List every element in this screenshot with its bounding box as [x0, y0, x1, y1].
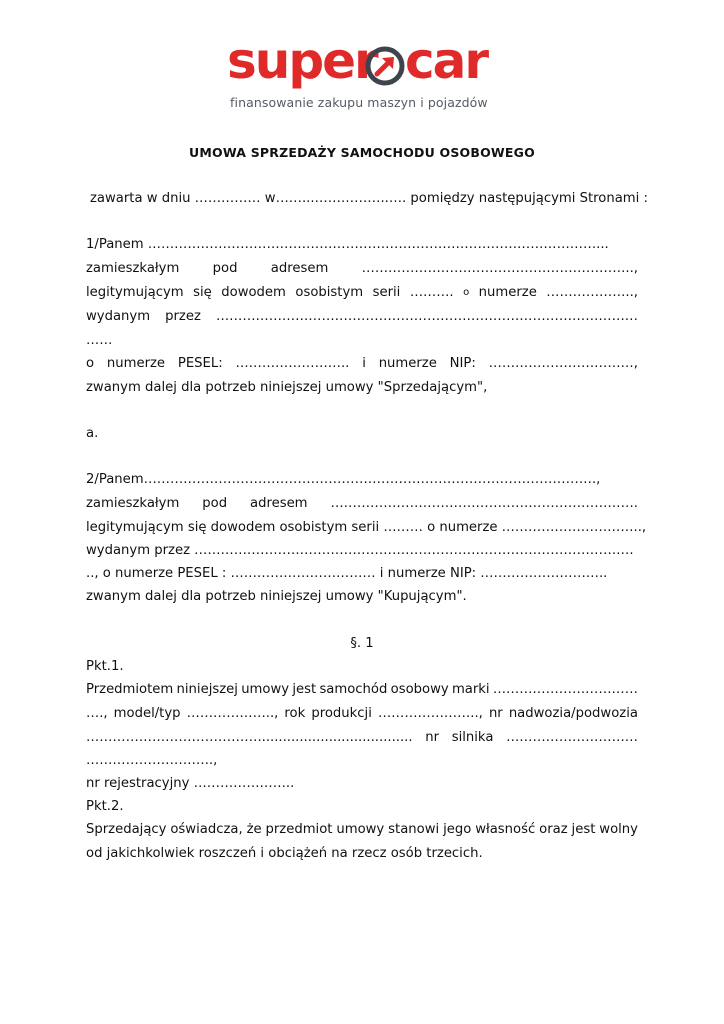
pkt2-line-1	[86, 821, 638, 839]
party2-pesel-line: .., o numerze PESEL : …………………………… i numerze NIP: ………………………..	[86, 566, 608, 581]
supercar-logo	[227, 32, 502, 112]
word: wolny	[599, 822, 638, 837]
word: model/typ	[113, 706, 181, 721]
word: ……………………………	[492, 682, 638, 697]
word: zamieszkałym	[86, 261, 180, 276]
word: adresem	[270, 261, 329, 276]
party1-name-line: 1/Panem …………………………………………………………………………………………...	[86, 237, 609, 252]
word: zamieszkałym	[86, 496, 180, 511]
word: ……….	[409, 285, 454, 300]
word: silnika	[451, 730, 494, 745]
word: PESEL:	[177, 356, 223, 371]
word: numerze	[378, 356, 437, 371]
section-heading: §. 1	[350, 636, 374, 651]
party2-issued-line: wydanym przez ……………………………………………………………………………………….	[86, 543, 634, 558]
document-title: UMOWA SPRZEDAŻY SAMOCHODU OSOBOWEGO	[189, 145, 535, 160]
word: się	[193, 285, 212, 300]
word: osobowy	[390, 682, 449, 697]
word: serii	[372, 285, 401, 300]
word: ………………..,	[546, 285, 638, 300]
word: legitymującym	[86, 285, 184, 300]
pkt2-label: Pkt.2.	[86, 799, 124, 814]
word: Przedmiotem	[86, 682, 174, 697]
word: ……………………………,	[488, 356, 638, 371]
word: pod	[212, 261, 238, 276]
pkt1-line-4: ………………………..,	[86, 753, 218, 768]
word: o	[86, 356, 95, 371]
word: nr	[488, 706, 503, 721]
logo-tagline: finansowanie zakupu maszyn i pojazdów	[230, 95, 488, 110]
word: nr	[425, 730, 440, 745]
intro-line: zawarta w dniu …………… w……...……………..…. pomiędzy następującymi Stronami :	[90, 191, 648, 206]
word: numerze	[106, 356, 166, 371]
word: produkcji	[311, 706, 372, 721]
word: przedmiot	[265, 822, 333, 837]
word: …………………………………………………………….	[330, 496, 638, 511]
party1-role-line: zwanym dalej dla potrzeb niniejszej umowy "Sprzedającym",	[86, 380, 488, 395]
word: ………………………………….....................................	[86, 730, 413, 745]
logo-word-super: super	[227, 32, 377, 90]
pkt2-line-2: od jakichkolwiek roszczeń i obciążeń na rzecz osób trzecich.	[86, 846, 483, 861]
party2-role-line: zwanym dalej dla potrzeb niniejszej umowy "Kupującym".	[86, 589, 467, 604]
pkt1-line-2	[86, 705, 638, 723]
word: adresem	[250, 496, 308, 511]
party1-issued-line	[86, 308, 638, 326]
pkt1-registration-line: nr rejestracyjny …………………..	[86, 776, 295, 791]
pkt1-label: Pkt.1.	[86, 659, 124, 674]
word: NIP:	[449, 356, 476, 371]
word: ……………………..	[235, 356, 350, 371]
party2-address-line	[86, 495, 638, 513]
word: i	[362, 356, 366, 371]
word: dowodem	[221, 285, 286, 300]
word: oświadcza,	[170, 822, 243, 837]
word: nadwozia/podwozia	[508, 706, 638, 721]
word: stanowi	[388, 822, 440, 837]
party1-pesel-line	[86, 355, 638, 373]
party1-id-line	[86, 284, 638, 302]
party1-issued-continuation: ……	[86, 333, 113, 348]
word: rok	[284, 706, 306, 721]
word: jest	[292, 682, 317, 697]
word: ……………………………………………………..,	[361, 261, 638, 276]
word: że	[246, 822, 262, 837]
pkt1-line-1	[86, 681, 638, 699]
word: osobistym	[295, 285, 364, 300]
party2-name-line: 2/Panem………………………………………………………………………………………….,	[86, 472, 601, 487]
party1-address-line	[86, 260, 638, 278]
word: samochód	[319, 682, 388, 697]
word: niniejszej	[176, 682, 238, 697]
word: …………………………	[506, 730, 638, 745]
word: jest	[571, 822, 596, 837]
word: umowy	[336, 822, 385, 837]
word: Sprzedający	[86, 822, 167, 837]
word: oraz	[539, 822, 568, 837]
word: umowy	[241, 682, 290, 697]
word: o	[463, 287, 470, 298]
word: …………………..,	[377, 706, 483, 721]
word: przez	[165, 309, 201, 324]
logo-arrow-icon	[365, 46, 405, 86]
word: wydanym	[86, 309, 151, 324]
word: ……………………………………………………………………………………	[215, 309, 638, 324]
word: jego	[443, 822, 472, 837]
word: ………………..,	[186, 706, 279, 721]
word: własność	[475, 822, 536, 837]
word: pod	[202, 496, 228, 511]
logo-word-car: car	[405, 32, 488, 90]
word: numerze	[478, 285, 537, 300]
word: ….,	[86, 706, 108, 721]
party2-id-line: legitymującym się dowodem osobistym serii ……… o numerze …………………………..,	[86, 520, 647, 535]
conjunction-line: a.	[86, 426, 99, 441]
word: marki	[451, 682, 490, 697]
pkt1-line-3	[86, 729, 638, 747]
